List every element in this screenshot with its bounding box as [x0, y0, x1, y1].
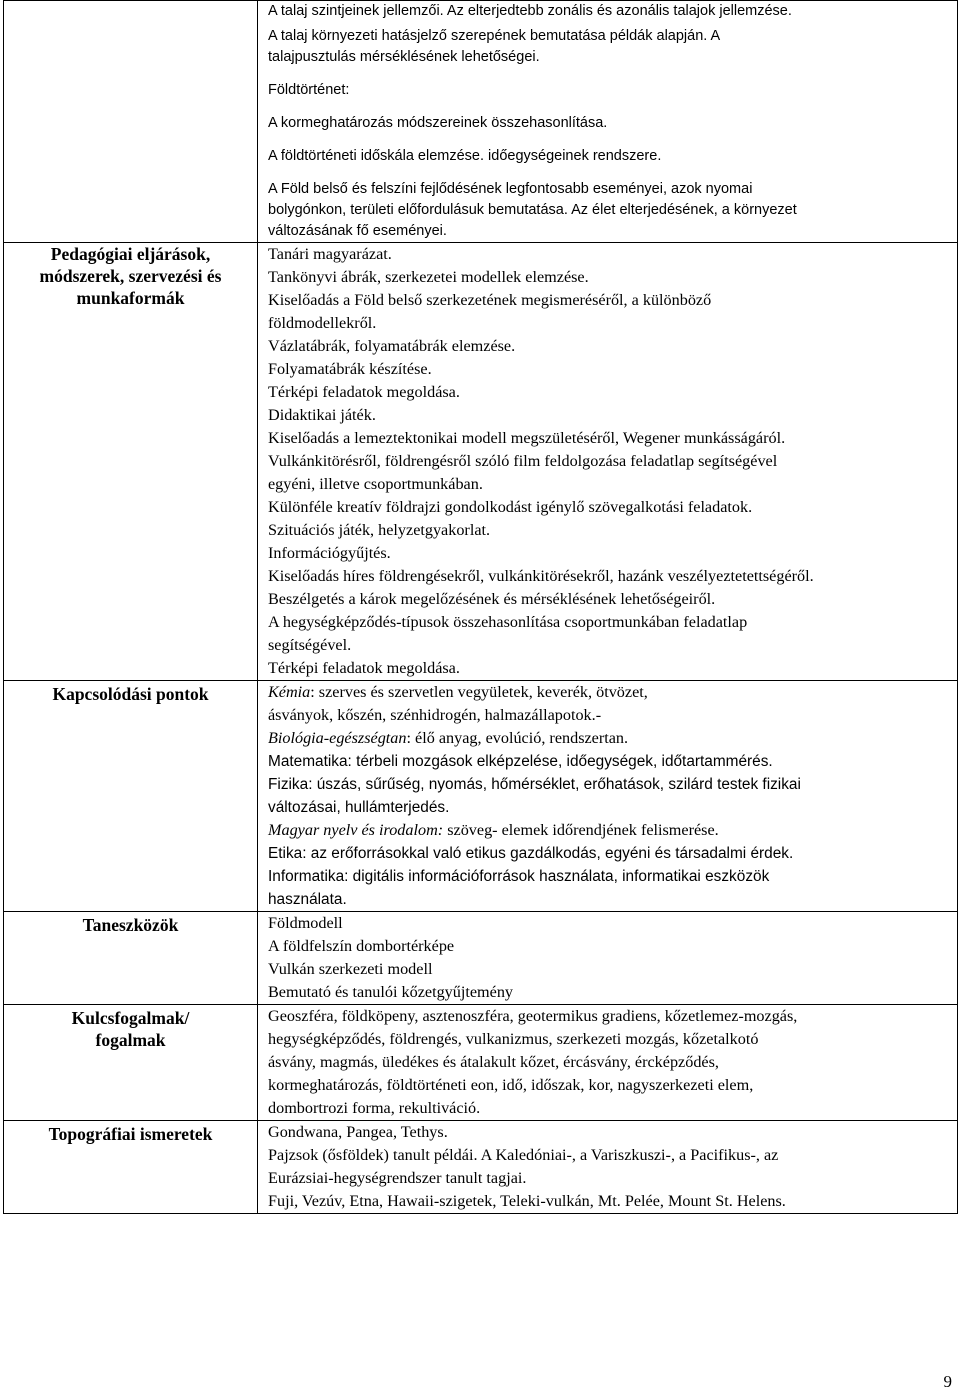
matek-line: Matematika: térbeli mozgások elképzelése, időegységek, időtartammérés. — [268, 753, 773, 770]
list-item: Fuji, Vezúv, Etna, Hawaii-szigetek, Teleki-vulkán, Mt. Pelée, Mount St. Helens. — [268, 1192, 786, 1210]
list-item: Folyamatábrák készítése. — [268, 360, 432, 378]
page-number: 9 — [943, 1372, 952, 1391]
list-item: Vulkánkitörésről, földrengésről szóló film feldolgozása feladatlap segítségével — [268, 452, 778, 470]
list-item: ásvány, magmás, üledékes és átalakult kőzet, ércásvány, ércképződés, — [268, 1053, 719, 1071]
text-line: A talaj környezeti hatásjelző szerepének bemutatása példák alapján. A — [268, 28, 721, 44]
list-item: Kiselőadás a Föld belső szerkezetének megismeréséről, a különböző — [268, 291, 712, 309]
kemia-line — [268, 681, 951, 704]
text-line: A Föld belső és felszíni fejlődésének legfontosabb eseményei, azok nyomai — [268, 181, 753, 197]
row-topography-content — [258, 1121, 958, 1214]
list-item: Bemutató és tanulói kőzetgyűjtemény — [268, 983, 514, 1001]
kemia-text: : szerves és szervetlen vegyületek, keverék, ötvözet, — [310, 683, 648, 701]
info-line-2: használata. — [268, 891, 347, 908]
magyar-text: szöveg- elemek időrendjének felismerése. — [443, 821, 719, 839]
text-line: A kormeghatározás módszereinek összehasonlítása. — [268, 115, 608, 131]
etika-line: Etika: az erőforrásokkal való etikus gazdálkodás, egyéni és társadalmi érdek. — [268, 845, 794, 862]
row-connections-label: Kapcsolódási pontok — [4, 681, 258, 912]
list-item: Térképi feladatok megoldása. — [268, 383, 460, 401]
list-item: dombortrozi forma, rekultiváció. — [268, 1099, 481, 1117]
row-tools — [4, 912, 958, 1005]
list-item: A hegységképződés-típusok összehasonlítása csoportmunkában feladatlap — [268, 613, 748, 631]
list-item: Kiselőadás híres földrengésekről, vulkánkitörésekről, hazánk veszélyeztetettségéről. — [268, 567, 814, 585]
fizika-line: Fizika: úszás, sűrűség, nyomás, hőmérséklet, erőhatások, szilárd testek fizikai — [268, 776, 801, 793]
subject-biologia: Biológia-egészségtan — [268, 729, 407, 747]
list-item: Didaktikai játék. — [268, 406, 376, 424]
row-concepts — [4, 1005, 958, 1121]
text-line: A földtörténeti időskála elemzése. időegységeinek rendszere. — [268, 148, 662, 164]
list-item: Információgyűjtés. — [268, 544, 391, 562]
row-concepts-label: Kulcsfogalmak/ fogalmak — [4, 1005, 258, 1121]
list-item: A földfelszín dombortérképe — [268, 937, 455, 955]
row-pedagogical — [4, 243, 958, 681]
row-top — [4, 1, 958, 243]
list-item: földmodellekről. — [268, 314, 377, 332]
list-item: Tankönyvi ábrák, szerkezetei modellek elemzése. — [268, 268, 589, 286]
row-top-content — [258, 1, 958, 243]
list-item: Eurázsiai-hegységrendszer tanult tagjai. — [268, 1169, 527, 1187]
list-item: Kiselőadás a lemeztektonikai modell megszületéséről, Wegener munkásságáról. — [268, 429, 786, 447]
kemia-line-2: ásványok, kőszén, szénhidrogén, halmazállapotok.- — [268, 706, 602, 724]
row-tools-content — [258, 912, 958, 1005]
row-topography-label: Topográfiai ismeretek — [4, 1121, 258, 1214]
text-line: bolygónkon, területi előfordulásuk bemutatása. Az élet elterjedésének, a környezet — [268, 202, 797, 218]
list-item: Különféle kreatív földrajzi gondolkodást igénylő szövegalkotási feladatok. — [268, 498, 753, 516]
list-item: kormeghatározás, földtörténeti eon, idő, időszak, kor, nagyszerkezeti elem, — [268, 1076, 754, 1094]
info-line: Informatika: digitális információforrások használata, informatikai eszközök — [268, 868, 770, 885]
row-pedagogical-content — [258, 243, 958, 681]
list-item: Beszélgetés a károk megelőzésének és mérséklésének lehetőségeiről. — [268, 590, 716, 608]
list-item: Tanári magyarázat. — [268, 245, 392, 263]
text-line: A talaj szintjeinek jellemzői. Az elterjedtebb zonális és azonális talajok jellemzése. — [268, 3, 792, 19]
subject-kemia: Kémia — [268, 683, 311, 701]
row-concepts-content — [258, 1005, 958, 1121]
list-item: Gondwana, Pangea, Tethys. — [268, 1123, 448, 1141]
list-item: segítségével. — [268, 636, 352, 654]
section-heading: Földtörténet: — [268, 82, 350, 98]
magyar-line — [268, 819, 951, 842]
row-topography — [4, 1121, 958, 1214]
list-item: Pajzsok (ősföldek) tanult példái. A Kaledóniai-, a Variszkuszi-, a Pacifikus-, az — [268, 1146, 779, 1164]
row-connections-content — [258, 681, 958, 912]
subject-magyar: Magyar nyelv és irodalom: — [268, 821, 444, 839]
list-item: Térképi feladatok megoldása. — [268, 659, 460, 677]
list-item: hegységképződés, földrengés, vulkanizmus, szerkezeti mozgás, kőzetalkotó — [268, 1030, 759, 1048]
row-connections — [4, 681, 958, 912]
curriculum-table — [3, 0, 958, 1214]
list-item: Szituációs játék, helyzetgyakorlat. — [268, 521, 491, 539]
text-line: talajpusztulás mérséklésének lehetőségei. — [268, 49, 540, 65]
text-line: változásának fő eseményei. — [268, 223, 447, 239]
row-tools-label: Taneszközök — [4, 912, 258, 1005]
bio-line — [268, 727, 951, 750]
list-item: Geoszféra, földköpeny, asztenoszféra, geotermikus gradiens, kőzetlemez-mozgás, — [268, 1007, 798, 1025]
fizika-line-2: változásai, hullámterjedés. — [268, 799, 450, 816]
bio-text: : élő anyag, evolúció, rendszertan. — [406, 729, 629, 747]
list-item: Földmodell — [268, 914, 343, 932]
row-top-label — [4, 1, 258, 243]
row-pedagogical-label: Pedagógiai eljárások, módszerek, szervezési és munkaformák — [4, 243, 258, 681]
list-item: Vázlatábrák, folyamatábrák elemzése. — [268, 337, 516, 355]
list-item: egyéni, illetve csoportmunkában. — [268, 475, 483, 493]
list-item: Vulkán szerkezeti modell — [268, 960, 433, 978]
